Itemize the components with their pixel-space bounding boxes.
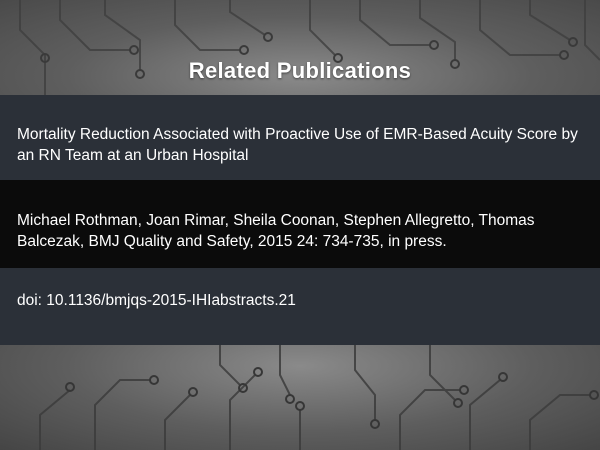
footer-circuit-background <box>0 345 600 450</box>
publication-title[interactable] <box>0 95 600 180</box>
circuit-pattern-bottom <box>0 345 600 450</box>
publication-doi[interactable] <box>0 268 600 346</box>
publication-citation-text: Michael Rothman, Joan Rimar, Sheila Coonan, Stephen Allegretto, Thomas Balcezak, BMJ Quality and Safety, 2015 24: 734-735, in press. <box>17 212 535 250</box>
publication-title-text: Mortality Reduction Associated with Proactive Use of EMR-Based Acuity Score by an RN Team at an Urban Hospital <box>17 126 578 164</box>
publication-citation <box>0 180 600 268</box>
page-title: Related Publications <box>188 58 412 83</box>
publication-doi-text: doi: 10.1136/bmjqs-2015-IHIabstracts.21 <box>17 292 296 309</box>
